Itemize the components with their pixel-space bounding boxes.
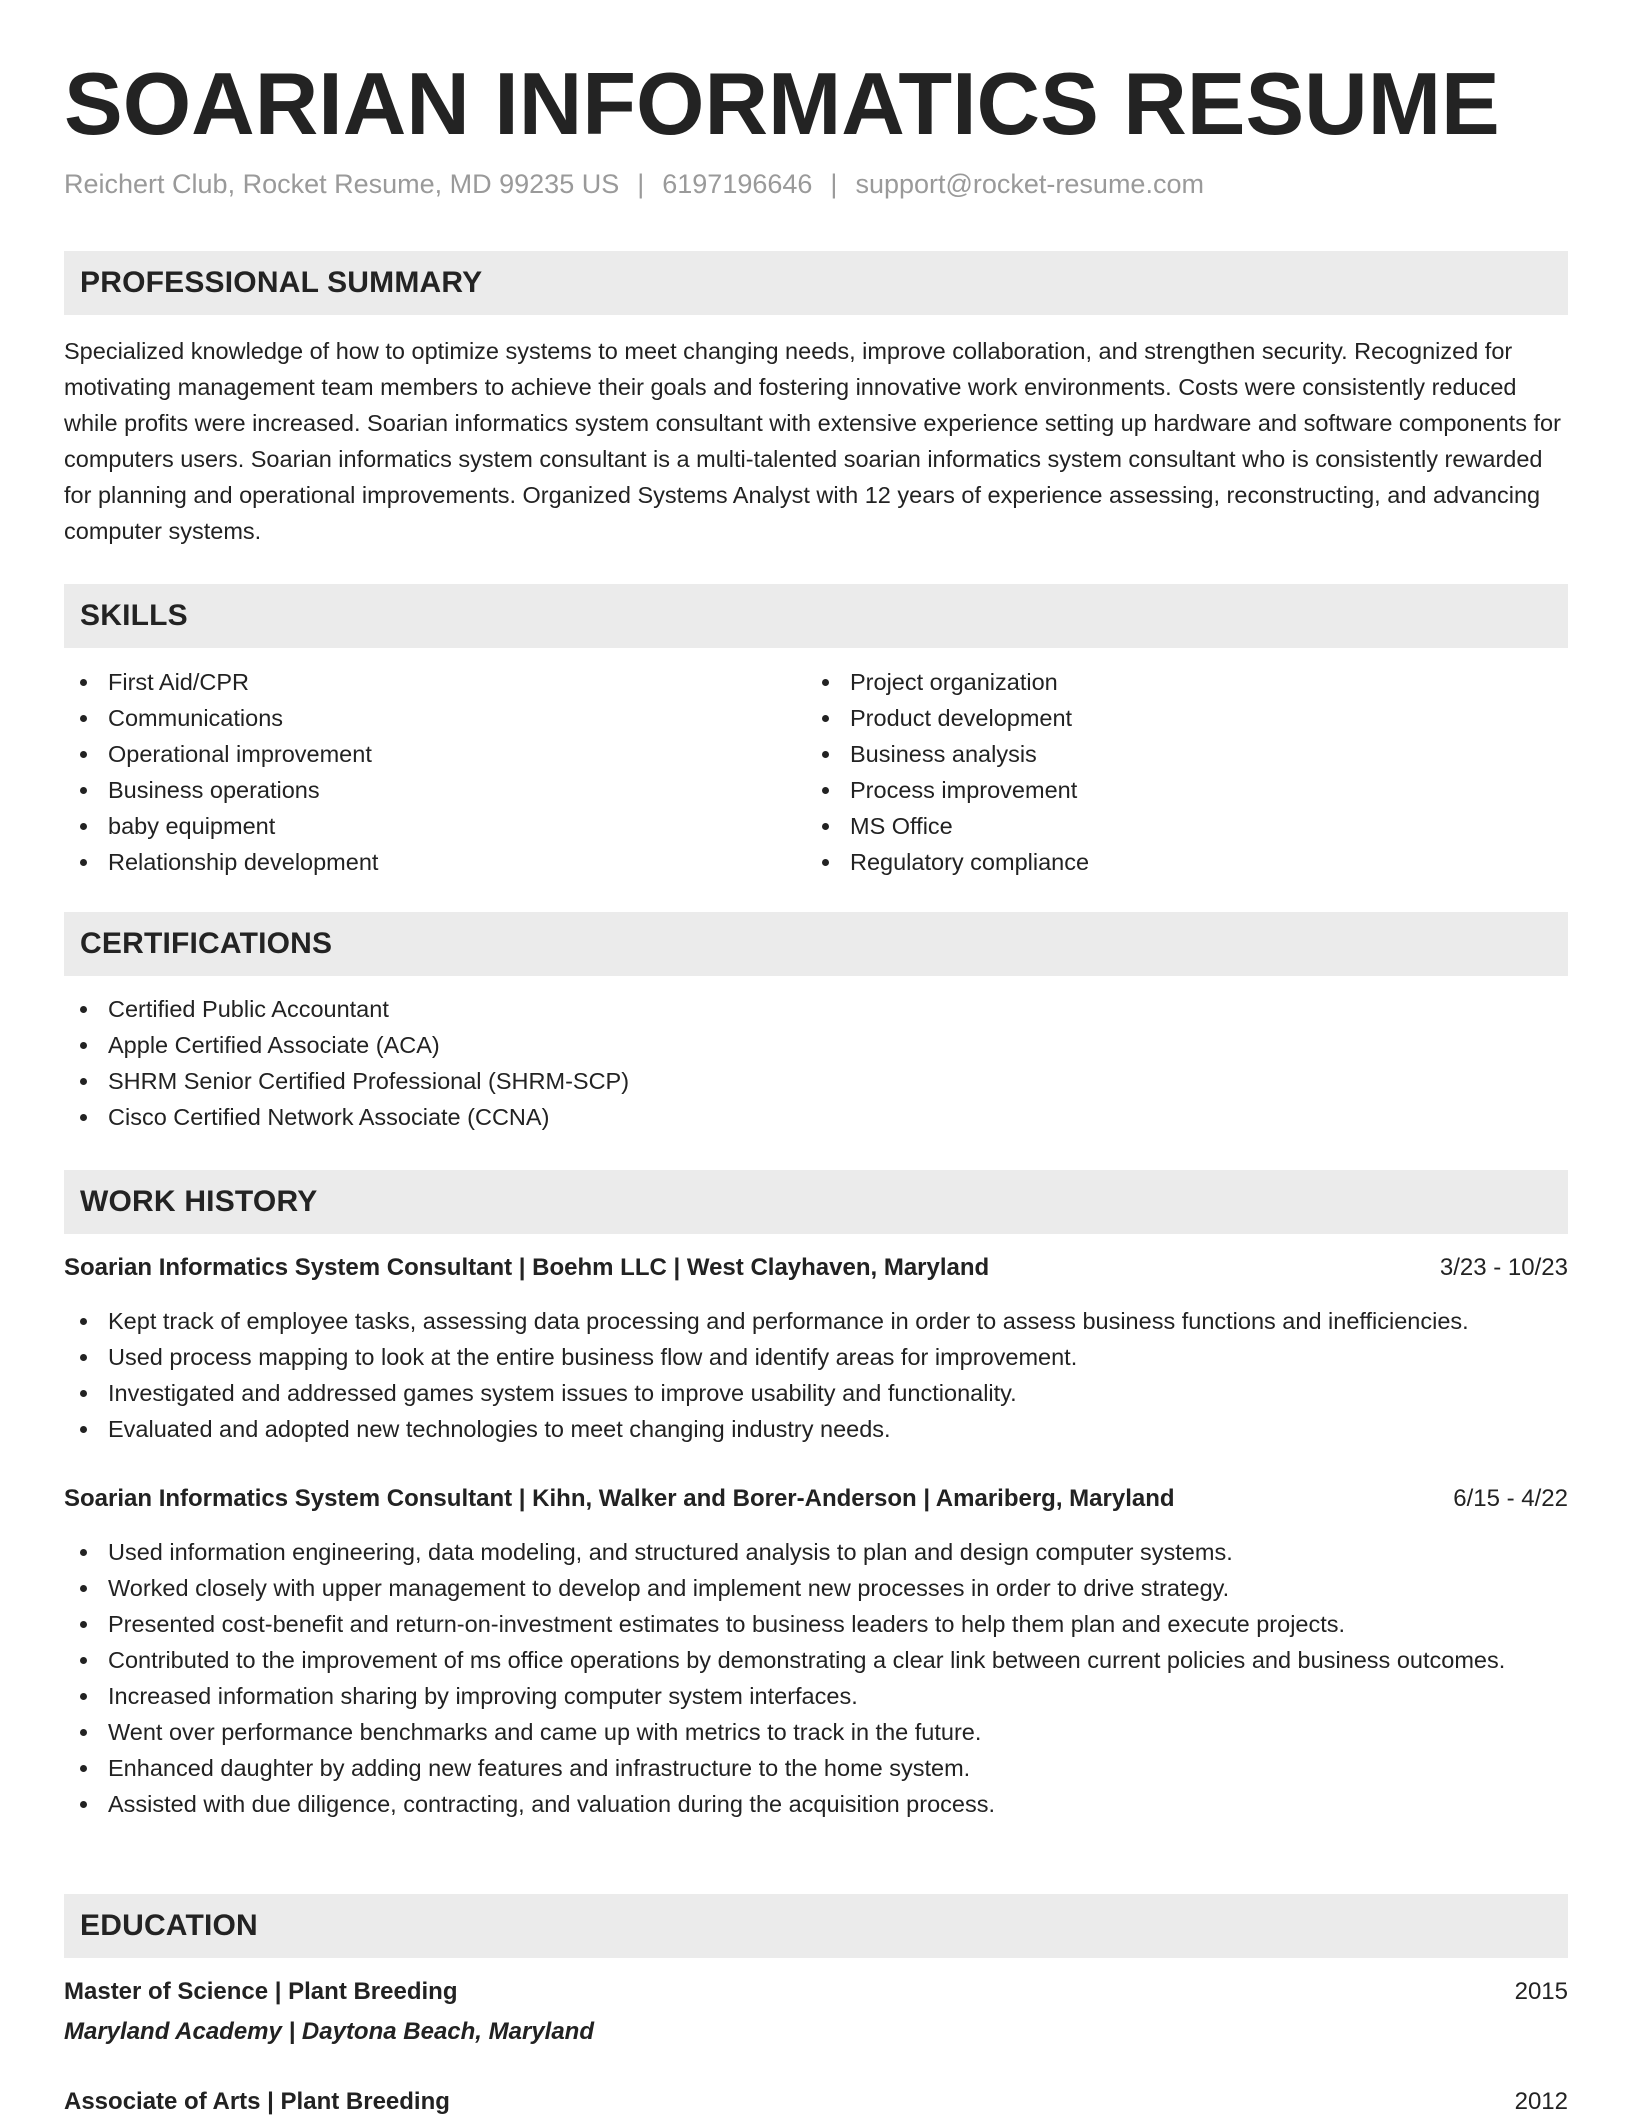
certifications-section-header (64, 912, 1568, 976)
certification-item: SHRM Senior Certified Professional (SHRM-SCP) (64, 1063, 1568, 1099)
skill-item: Communications (64, 700, 804, 736)
skill-item: baby equipment (64, 808, 804, 844)
job-dates: 6/15 - 4/22 (1453, 1485, 1568, 1512)
job-duties-list (64, 1534, 1568, 1822)
skill-item: Regulatory compliance (806, 844, 1566, 880)
job-duty-item: Worked closely with upper management to develop and implement new processes in order to drive strategy. (64, 1570, 1568, 1606)
job-duty-item: Assisted with due diligence, contracting, and valuation during the acquisition process. (64, 1786, 1568, 1822)
resume-title: SOARIAN INFORMATICS RESUME (64, 54, 1500, 153)
job-duty-item: Went over performance benchmarks and came up with metrics to track in the future. (64, 1714, 1568, 1750)
skills-section-header (64, 584, 1568, 648)
contact-separator: | (830, 169, 838, 199)
skill-item: Business analysis (806, 736, 1566, 772)
degree-title: Master of Science | Plant Breeding (64, 1978, 458, 2005)
job-duty-item: Investigated and addressed games system issues to improve usability and functionality. (64, 1375, 1568, 1411)
education-section-header (64, 1894, 1568, 1958)
job-duty-item: Kept track of employee tasks, assessing data processing and performance in order to assess business functions and inefficiencies. (64, 1303, 1568, 1339)
contact-address: Reichert Club, Rocket Resume, MD 99235 US (64, 169, 620, 199)
job-duty-item: Contributed to the improvement of ms office operations by demonstrating a clear link between current policies and business outcomes. (64, 1642, 1568, 1678)
job-duty-item: Evaluated and adopted new technologies to meet changing industry needs. (64, 1411, 1568, 1447)
skill-item: Relationship development (64, 844, 804, 880)
skills-heading: SKILLS (80, 599, 188, 632)
skill-item: Process improvement (806, 772, 1566, 808)
summary-text: Specialized knowledge of how to optimize systems to meet changing needs, improve collaboration, and strengthen security. Recognized for motivating management team members to achieve their goals and fostering innovative work environments. Costs were consistently reduced while profits were increased. Soarian informatics system consultant with extensive experience setting up hardware and software components for computers users. Soarian informatics system consultant is a multi-talented soarian informatics system consultant who is consistently rewarded for planning and operational improvements. Organized Systems Analyst with 12 years of experience assessing, reconstructing, and advancing computer systems. (64, 338, 1561, 544)
contact-phone: 6197196646 (662, 169, 813, 199)
job-duty-item: Increased information sharing by improving computer system interfaces. (64, 1678, 1568, 1714)
job-duty-item: Enhanced daughter by adding new features and infrastructure to the home system. (64, 1750, 1568, 1786)
contact-line (64, 166, 1204, 202)
work-section-header (64, 1170, 1568, 1234)
education-heading: EDUCATION (80, 1909, 258, 1942)
job-duty-item: Used information engineering, data modeling, and structured analysis to plan and design computer systems. (64, 1534, 1568, 1570)
job-duties-list (64, 1303, 1568, 1447)
skill-item: Project organization (806, 664, 1566, 700)
job-duty-item: Used process mapping to look at the entire business flow and identify areas for improvement. (64, 1339, 1568, 1375)
certification-item: Cisco Certified Network Associate (CCNA) (64, 1099, 1568, 1135)
job-duty-item: Presented cost-benefit and return-on-investment estimates to business leaders to help them plan and execute projects. (64, 1606, 1568, 1642)
skill-item: MS Office (806, 808, 1566, 844)
contact-email: support@rocket-resume.com (855, 169, 1204, 199)
skill-item: Operational improvement (64, 736, 804, 772)
degree-year: 2015 (1514, 1978, 1568, 2005)
certification-item: Certified Public Accountant (64, 991, 1568, 1027)
summary-heading: PROFESSIONAL SUMMARY (80, 266, 483, 299)
skill-item: First Aid/CPR (64, 664, 804, 700)
summary-section-header (64, 251, 1568, 315)
certification-item: Apple Certified Associate (ACA) (64, 1027, 1568, 1063)
degree-year: 2012 (1514, 2088, 1568, 2115)
job-title: Soarian Informatics System Consultant | Kihn, Walker and Borer-Anderson | Amariberg, Maryland (64, 1485, 1175, 1512)
contact-separator: | (637, 169, 645, 199)
job-dates: 3/23 - 10/23 (1439, 1254, 1568, 1281)
degree-title: Associate of Arts | Plant Breeding (64, 2088, 450, 2115)
school-name: Maryland Academy | Daytona Beach, Maryland (64, 2018, 595, 2045)
skill-item: Business operations (64, 772, 804, 808)
skills-list-right (806, 664, 1566, 880)
job-title: Soarian Informatics System Consultant | Boehm LLC | West Clayhaven, Maryland (64, 1254, 990, 1281)
certifications-list (64, 991, 1568, 1135)
work-heading: WORK HISTORY (80, 1185, 318, 1218)
certifications-heading: CERTIFICATIONS (80, 927, 333, 960)
skill-item: Product development (806, 700, 1566, 736)
skills-list-left (64, 664, 804, 880)
